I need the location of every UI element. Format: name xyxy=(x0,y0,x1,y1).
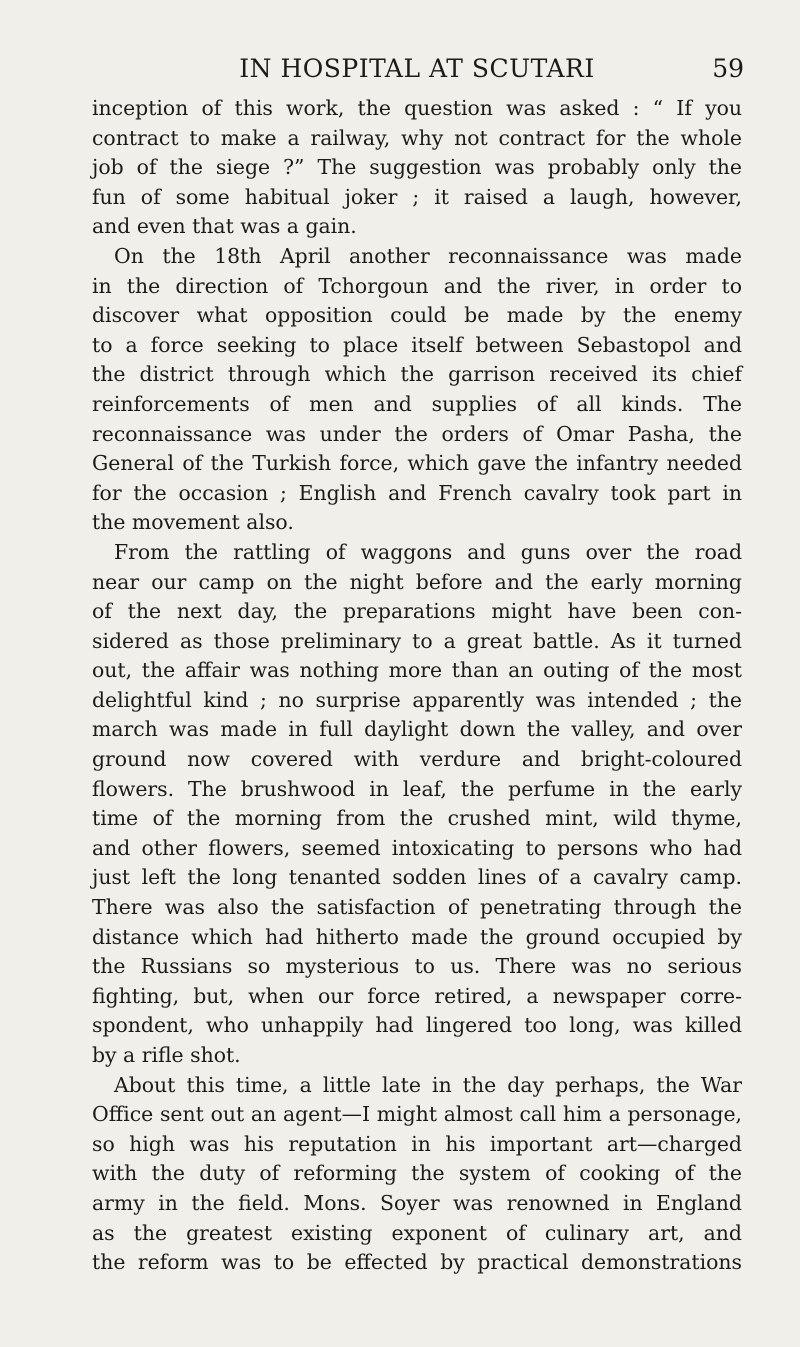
text-line: There was also the satisfaction of penetrating through the xyxy=(92,895,742,920)
text-line: and other flowers, seemed intoxicating to persons who had xyxy=(92,835,742,860)
text-line: reinforcements of men and supplies of all kinds. The xyxy=(92,391,742,416)
text-line: inception of this work, the question was asked : “ If you xyxy=(92,96,742,120)
text-line: spondent, who unhappily had lingered too long, was killed xyxy=(92,1013,742,1038)
text-line: march was made in full daylight down the valley, and over xyxy=(92,717,742,742)
text-line: the district through which the garrison received its chief xyxy=(92,362,742,387)
text-line: distance which had hitherto made the ground occupied by xyxy=(92,924,742,949)
text-line: for the occasion ; English and French cavalry took part in xyxy=(92,480,742,505)
text-line: contract to make a railway, why not contract for the whole xyxy=(92,125,742,150)
text-line: General of the Turkish force, which gave the infantry needed xyxy=(92,451,742,476)
text-line: the Russians so mysterious to us. There was no serious xyxy=(92,954,742,979)
text-line: to a force seeking to place itself between Sebastopol and xyxy=(92,332,742,357)
text-line: ground now covered with verdure and bright-coloured xyxy=(92,747,742,772)
text-line: discover what opposition could be made by the enemy xyxy=(92,303,742,328)
page-number: 59 xyxy=(712,54,744,83)
running-title: IN HOSPITAL AT SCUTARI xyxy=(239,54,595,83)
text-line: and even that was a gain. xyxy=(92,214,357,239)
text-line: flowers. The brushwood in leaf, the perfume in the early xyxy=(92,776,742,801)
text-line: the movement also. xyxy=(92,510,294,535)
text-line: job of the siege ?” The suggestion was probably only the xyxy=(92,155,742,180)
text-line: sidered as those preliminary to a great battle. As it turned xyxy=(92,628,742,653)
text-line: in the direction of Tchorgoun and the river, in order to xyxy=(92,273,742,298)
text-line: so high was his reputation in his important art—charged xyxy=(92,1131,742,1156)
text-line: out, the affair was nothing more than an outing of the most xyxy=(92,658,742,683)
text-line: the reform was to be effected by practical demonstrations xyxy=(92,1250,742,1275)
text-line: fun of some habitual joker ; it raised a laugh, however, xyxy=(92,184,742,209)
text-line: Office sent out an agent—I might almost call him a personage, xyxy=(92,1102,742,1127)
text-line: just left the long tenanted sodden lines of a cavalry camp. xyxy=(92,865,742,890)
text-line: delightful kind ; no surprise apparently was intended ; the xyxy=(92,687,742,712)
text-line: of the next day, the preparations might have been con- xyxy=(92,599,742,624)
text-line: near our camp on the night before and the early morning xyxy=(92,569,742,594)
text-line: time of the morning from the crushed mint, wild thyme, xyxy=(92,806,742,831)
text-line: On the 18th April another reconnaissance was made xyxy=(114,243,742,268)
running-head xyxy=(92,52,742,86)
text-line: About this time, a little late in the day perhaps, the War xyxy=(114,1072,742,1097)
text-line: by a rifle shot. xyxy=(92,1043,241,1067)
text-line: fighting, but, when our force retired, a newspaper corre- xyxy=(92,983,742,1008)
text-line: From the rattling of waggons and guns over the road xyxy=(114,539,742,564)
text-line: with the duty of reforming the system of cooking of the xyxy=(92,1161,742,1186)
text-line: reconnaissance was under the orders of Omar Pasha, the xyxy=(92,421,742,446)
body-text xyxy=(92,94,742,1278)
text-line: army in the field. Mons. Soyer was renowned in England xyxy=(92,1190,742,1215)
text-line: as the greatest existing exponent of culinary art, and xyxy=(92,1220,742,1245)
